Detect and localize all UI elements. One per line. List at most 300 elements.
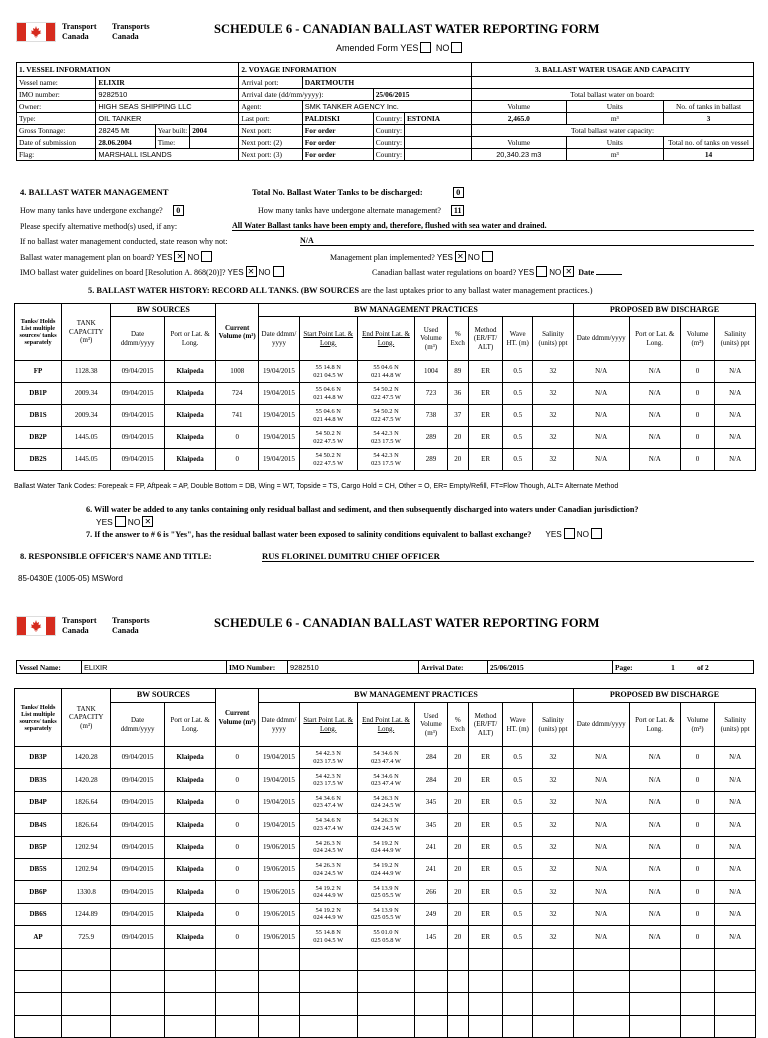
cell-cur[interactable]: 0 (216, 926, 259, 948)
cell-method[interactable]: ER (468, 791, 502, 813)
cell-mdate[interactable]: 19/06/2015 (259, 836, 300, 858)
cell-mdate[interactable]: 19/06/2015 (259, 903, 300, 925)
cell-exch[interactable]: 89 (447, 361, 468, 383)
cell-cur[interactable]: 0 (216, 903, 259, 925)
cell-method[interactable]: ER (468, 747, 502, 769)
cell-method[interactable]: ER (468, 449, 502, 471)
cell-psal[interactable]: N/A (715, 405, 756, 427)
cell-date[interactable]: 09/04/2015 (111, 903, 165, 925)
cell-cap[interactable]: 1202.94 (62, 836, 111, 858)
empty-cell[interactable] (447, 993, 468, 1015)
empty-cell[interactable] (415, 993, 447, 1015)
cell-psal[interactable]: N/A (715, 791, 756, 813)
cell-method[interactable]: ER (468, 427, 502, 449)
cell-pvol[interactable]: 0 (680, 926, 714, 948)
canadian-regs-yes-checkbox[interactable] (536, 266, 547, 277)
cell-date[interactable]: 09/04/2015 (111, 427, 165, 449)
cell-cap[interactable]: 1826.64 (62, 791, 111, 813)
empty-cell[interactable] (533, 948, 574, 970)
next-country-value[interactable] (405, 125, 472, 137)
cell-wave[interactable]: 0.5 (503, 858, 533, 880)
cell-mdate[interactable]: 19/06/2015 (259, 926, 300, 948)
cell-exch[interactable]: 20 (447, 747, 468, 769)
empty-cell[interactable] (62, 1015, 111, 1037)
cell-exch[interactable]: 20 (447, 449, 468, 471)
cell-wave[interactable]: 0.5 (503, 791, 533, 813)
cell-pdate[interactable]: N/A (573, 926, 629, 948)
cell-tank[interactable]: DB1S (15, 405, 62, 427)
cell-cur[interactable]: 0 (216, 747, 259, 769)
cell-end-point[interactable] (357, 881, 415, 903)
empty-cell[interactable] (415, 948, 447, 970)
cell-pdate[interactable]: N/A (573, 427, 629, 449)
cell-pvol[interactable]: 0 (680, 791, 714, 813)
cell-pdate[interactable]: N/A (573, 449, 629, 471)
cell-cur[interactable]: 724 (216, 383, 259, 405)
empty-cell[interactable] (715, 993, 756, 1015)
cell-method[interactable]: ER (468, 881, 502, 903)
cell-pdate[interactable]: N/A (573, 383, 629, 405)
empty-cell[interactable] (164, 970, 215, 992)
cell-cur[interactable]: 1008 (216, 361, 259, 383)
cell-cap[interactable]: 1330.8 (62, 881, 111, 903)
cell-sal[interactable]: 32 (533, 449, 574, 471)
cell-used[interactable]: 289 (415, 449, 447, 471)
cell-exch[interactable]: 20 (447, 427, 468, 449)
cell-tank[interactable]: DB2S (15, 449, 62, 471)
cell-psal[interactable]: N/A (715, 881, 756, 903)
cell-exch[interactable]: 37 (447, 405, 468, 427)
cell-start-point[interactable] (299, 361, 357, 383)
cell-end-point[interactable] (357, 747, 415, 769)
empty-cell[interactable] (111, 993, 165, 1015)
next-port-2-value[interactable]: For order (302, 137, 373, 149)
cell-port[interactable]: Klaipeda (164, 881, 215, 903)
cell-mdate[interactable]: 19/04/2015 (259, 814, 300, 836)
cell-pdate[interactable]: N/A (573, 814, 629, 836)
empty-cell[interactable] (111, 948, 165, 970)
cell-pport[interactable]: N/A (629, 903, 680, 925)
cell-sal[interactable]: 32 (533, 791, 574, 813)
cell-pvol[interactable]: 0 (680, 836, 714, 858)
cell-sal[interactable]: 32 (533, 858, 574, 880)
cell-exch[interactable]: 20 (447, 903, 468, 925)
cell-end-point[interactable] (357, 926, 415, 948)
cell-method[interactable]: ER (468, 361, 502, 383)
cell-end-point[interactable] (357, 427, 415, 449)
cell-date[interactable]: 09/04/2015 (111, 926, 165, 948)
empty-cell[interactable] (164, 993, 215, 1015)
cell-sal[interactable]: 32 (533, 814, 574, 836)
cell-exch[interactable]: 20 (447, 926, 468, 948)
cell-used[interactable]: 266 (415, 881, 447, 903)
cell-psal[interactable]: N/A (715, 361, 756, 383)
last-port-value[interactable]: PALDISKI (302, 113, 373, 125)
empty-cell[interactable] (259, 948, 300, 970)
cell-wave[interactable]: 0.5 (503, 903, 533, 925)
cell-sal[interactable]: 32 (533, 383, 574, 405)
cell-date[interactable]: 09/04/2015 (111, 769, 165, 791)
cell-psal[interactable]: N/A (715, 747, 756, 769)
cell-used[interactable]: 284 (415, 747, 447, 769)
empty-cell[interactable] (15, 970, 62, 992)
cell-pport[interactable]: N/A (629, 858, 680, 880)
empty-cell[interactable] (62, 993, 111, 1015)
cell-pvol[interactable]: 0 (680, 383, 714, 405)
cell-psal[interactable]: N/A (715, 383, 756, 405)
cell-cur[interactable]: 0 (216, 858, 259, 880)
cell-wave[interactable]: 0.5 (503, 836, 533, 858)
onboard-units-value[interactable]: m³ (566, 113, 663, 125)
canadian-regs-no-checkbox[interactable] (563, 266, 574, 277)
cell-cap[interactable]: 1826.64 (62, 814, 111, 836)
cell-used[interactable]: 249 (415, 903, 447, 925)
cell-cap[interactable]: 725.9 (62, 926, 111, 948)
cell-exch[interactable]: 20 (447, 769, 468, 791)
cell-method[interactable]: ER (468, 836, 502, 858)
cell-tank[interactable]: DB6P (15, 881, 62, 903)
cell-pport[interactable]: N/A (629, 383, 680, 405)
empty-cell[interactable] (357, 970, 415, 992)
cell-date[interactable]: 09/04/2015 (111, 791, 165, 813)
cell-end-point[interactable] (357, 903, 415, 925)
cell-method[interactable]: ER (468, 769, 502, 791)
imo-guidelines-yes-checkbox[interactable] (246, 266, 257, 277)
empty-cell[interactable] (629, 948, 680, 970)
empty-cell[interactable] (573, 948, 629, 970)
cell-cur[interactable]: 0 (216, 449, 259, 471)
cell-tank[interactable]: DB2P (15, 427, 62, 449)
empty-cell[interactable] (680, 1015, 714, 1037)
q7-yes-checkbox[interactable] (564, 528, 575, 539)
empty-cell[interactable] (216, 1015, 259, 1037)
cell-cap[interactable]: 2009.34 (62, 383, 111, 405)
cell-used[interactable]: 241 (415, 858, 447, 880)
cell-mdate[interactable]: 19/04/2015 (259, 427, 300, 449)
empty-cell[interactable] (357, 948, 415, 970)
exchange-value[interactable]: 0 (173, 205, 184, 216)
empty-cell[interactable] (573, 1015, 629, 1037)
cell-pdate[interactable]: N/A (573, 405, 629, 427)
cell-sal[interactable]: 32 (533, 881, 574, 903)
empty-cell[interactable] (111, 1015, 165, 1037)
cell-port[interactable]: Klaipeda (164, 791, 215, 813)
vessel-name-value[interactable]: ELIXIR (96, 77, 239, 89)
cell-pdate[interactable]: N/A (573, 903, 629, 925)
cell-end-point[interactable] (357, 769, 415, 791)
cell-sal[interactable]: 32 (533, 427, 574, 449)
capacity-units-value[interactable]: m³ (566, 149, 663, 161)
cell-method[interactable]: ER (468, 903, 502, 925)
cell-end-point[interactable] (357, 361, 415, 383)
cell-sal[interactable]: 32 (533, 769, 574, 791)
cell-date[interactable]: 09/04/2015 (111, 814, 165, 836)
empty-cell[interactable] (629, 1015, 680, 1037)
cell-cap[interactable]: 1445.05 (62, 427, 111, 449)
cell-pport[interactable]: N/A (629, 769, 680, 791)
cell-psal[interactable]: N/A (715, 926, 756, 948)
next-port-value[interactable]: For order (302, 125, 373, 137)
empty-cell[interactable] (468, 970, 502, 992)
empty-cell[interactable] (680, 970, 714, 992)
empty-cell[interactable] (216, 970, 259, 992)
empty-cell[interactable] (503, 948, 533, 970)
empty-cell[interactable] (259, 1015, 300, 1037)
cell-start-point[interactable] (299, 449, 357, 471)
cell-used[interactable]: 738 (415, 405, 447, 427)
empty-cell[interactable] (715, 970, 756, 992)
cell-tank[interactable]: DB6S (15, 903, 62, 925)
plan-implemented-no-checkbox[interactable] (482, 251, 493, 262)
cell-sal[interactable]: 32 (533, 836, 574, 858)
cell-exch[interactable]: 20 (447, 858, 468, 880)
cell-pvol[interactable]: 0 (680, 881, 714, 903)
cell-start-point[interactable] (299, 903, 357, 925)
cell-pdate[interactable]: N/A (573, 791, 629, 813)
cell-tank[interactable]: FP (15, 361, 62, 383)
type-value[interactable]: OIL TANKER (96, 113, 239, 125)
imo-guidelines-no-checkbox[interactable] (273, 266, 284, 277)
empty-cell[interactable] (680, 948, 714, 970)
empty-cell[interactable] (62, 948, 111, 970)
empty-cell[interactable] (357, 993, 415, 1015)
cell-port[interactable]: Klaipeda (164, 836, 215, 858)
cell-mdate[interactable]: 19/04/2015 (259, 791, 300, 813)
empty-cell[interactable] (299, 1015, 357, 1037)
empty-cell[interactable] (533, 993, 574, 1015)
cell-cur[interactable]: 0 (216, 427, 259, 449)
cell-pport[interactable]: N/A (629, 814, 680, 836)
q6-no-checkbox[interactable] (142, 516, 153, 527)
cell-used[interactable]: 1004 (415, 361, 447, 383)
cell-cur[interactable]: 0 (216, 791, 259, 813)
cell-wave[interactable]: 0.5 (503, 747, 533, 769)
empty-cell[interactable] (415, 970, 447, 992)
q6-yes-checkbox[interactable] (115, 516, 126, 527)
cell-tank[interactable]: AP (15, 926, 62, 948)
empty-cell[interactable] (468, 1015, 502, 1037)
arrival-date-value[interactable]: 25/06/2015 (373, 89, 471, 101)
empty-cell[interactable] (533, 970, 574, 992)
cell-used[interactable]: 345 (415, 791, 447, 813)
cell-used[interactable]: 241 (415, 836, 447, 858)
next-country-3-value[interactable] (405, 149, 472, 161)
cell-start-point[interactable] (299, 836, 357, 858)
cell-used[interactable]: 145 (415, 926, 447, 948)
cell-end-point[interactable] (357, 449, 415, 471)
cell-psal[interactable]: N/A (715, 836, 756, 858)
empty-cell[interactable] (447, 970, 468, 992)
cell-exch[interactable]: 20 (447, 814, 468, 836)
cell-pdate[interactable]: N/A (573, 361, 629, 383)
cell-start-point[interactable] (299, 926, 357, 948)
cell-pdate[interactable]: N/A (573, 769, 629, 791)
imo-value[interactable]: 9282510 (96, 89, 239, 101)
cell-port[interactable]: Klaipeda (164, 747, 215, 769)
empty-cell[interactable] (111, 970, 165, 992)
empty-cell[interactable] (15, 1015, 62, 1037)
cell-wave[interactable]: 0.5 (503, 405, 533, 427)
cell-psal[interactable]: N/A (715, 814, 756, 836)
cell-port[interactable]: Klaipeda (164, 903, 215, 925)
cell-mdate[interactable]: 19/04/2015 (259, 449, 300, 471)
cell-pport[interactable]: N/A (629, 791, 680, 813)
cell-port[interactable]: Klaipeda (164, 405, 215, 427)
no-mgmt-reason-value[interactable]: N/A (300, 236, 754, 246)
tanks-discharged-value[interactable]: 0 (453, 187, 464, 198)
onboard-volume-value[interactable]: 2,465.0 (472, 113, 567, 125)
cell-exch[interactable]: 20 (447, 881, 468, 903)
cell-end-point[interactable] (357, 836, 415, 858)
cell-sal[interactable]: 32 (533, 405, 574, 427)
empty-cell[interactable] (573, 970, 629, 992)
cell-tank[interactable]: DB3P (15, 747, 62, 769)
cell-cap[interactable]: 1420.28 (62, 747, 111, 769)
cell-pdate[interactable]: N/A (573, 881, 629, 903)
officer-value[interactable]: RUS FLORINEL DUMITRU CHIEF OFFICER (262, 551, 754, 562)
cell-port[interactable]: Klaipeda (164, 449, 215, 471)
empty-cell[interactable] (533, 1015, 574, 1037)
cell-exch[interactable]: 36 (447, 383, 468, 405)
cell-pport[interactable]: N/A (629, 836, 680, 858)
cell-date[interactable]: 09/04/2015 (111, 836, 165, 858)
cell-date[interactable]: 09/04/2015 (111, 747, 165, 769)
p2-imo-value[interactable]: 9282510 (288, 661, 419, 674)
cell-tank[interactable]: DB5P (15, 836, 62, 858)
cell-psal[interactable]: N/A (715, 427, 756, 449)
cell-end-point[interactable] (357, 814, 415, 836)
empty-cell[interactable] (15, 993, 62, 1015)
cell-end-point[interactable] (357, 405, 415, 427)
flag-value[interactable]: MARSHALL ISLANDS (96, 149, 239, 161)
cell-cap[interactable]: 1202.94 (62, 858, 111, 880)
cell-sal[interactable]: 32 (533, 361, 574, 383)
cell-cur[interactable]: 0 (216, 814, 259, 836)
cell-date[interactable]: 09/04/2015 (111, 881, 165, 903)
alternate-value[interactable]: 11 (451, 205, 465, 216)
cell-wave[interactable]: 0.5 (503, 881, 533, 903)
cell-start-point[interactable] (299, 814, 357, 836)
cell-method[interactable]: ER (468, 926, 502, 948)
cell-start-point[interactable] (299, 858, 357, 880)
cell-sal[interactable]: 32 (533, 747, 574, 769)
empty-cell[interactable] (216, 948, 259, 970)
cell-cap[interactable]: 1445.05 (62, 449, 111, 471)
empty-cell[interactable] (299, 970, 357, 992)
next-port-3-value[interactable]: For order (302, 149, 373, 161)
cell-port[interactable]: Klaipeda (164, 383, 215, 405)
empty-cell[interactable] (164, 1015, 215, 1037)
empty-cell[interactable] (62, 970, 111, 992)
amended-no-checkbox[interactable] (451, 42, 462, 53)
cell-mdate[interactable]: 19/04/2015 (259, 405, 300, 427)
time-value[interactable] (190, 137, 239, 149)
cell-mdate[interactable]: 19/04/2015 (259, 769, 300, 791)
cell-date[interactable]: 09/04/2015 (111, 405, 165, 427)
cell-pvol[interactable]: 0 (680, 769, 714, 791)
empty-cell[interactable] (715, 948, 756, 970)
empty-cell[interactable] (15, 948, 62, 970)
empty-cell[interactable] (415, 1015, 447, 1037)
cell-sal[interactable]: 32 (533, 926, 574, 948)
p2-vessel-value[interactable]: ELIXIR (82, 661, 227, 674)
empty-cell[interactable] (680, 993, 714, 1015)
canadian-regs-date-field[interactable] (596, 274, 622, 275)
next-country-2-value[interactable] (405, 137, 472, 149)
owner-value[interactable]: HIGH SEAS SHIPPING LLC (96, 101, 239, 113)
agent-value[interactable]: SMK TANKER AGENCY Inc. (302, 101, 471, 113)
cell-sal[interactable]: 32 (533, 903, 574, 925)
cell-pvol[interactable]: 0 (680, 747, 714, 769)
cell-used[interactable]: 289 (415, 427, 447, 449)
cell-start-point[interactable] (299, 747, 357, 769)
cell-end-point[interactable] (357, 791, 415, 813)
cell-pdate[interactable]: N/A (573, 836, 629, 858)
cell-mdate[interactable]: 19/04/2015 (259, 383, 300, 405)
p2-arrival-value[interactable]: 25/06/2015 (488, 661, 613, 674)
arrival-port-value[interactable]: DARTMOUTH (302, 77, 471, 89)
cell-cap[interactable]: 1420.28 (62, 769, 111, 791)
cell-pdate[interactable]: N/A (573, 747, 629, 769)
cell-port[interactable]: Klaipeda (164, 858, 215, 880)
cell-tank[interactable]: DB3S (15, 769, 62, 791)
cell-start-point[interactable] (299, 769, 357, 791)
empty-cell[interactable] (503, 1015, 533, 1037)
empty-cell[interactable] (259, 970, 300, 992)
capacity-tanks-value[interactable]: 14 (664, 149, 754, 161)
empty-cell[interactable] (259, 993, 300, 1015)
cell-mdate[interactable]: 19/04/2015 (259, 747, 300, 769)
gross-tonnage-value[interactable]: 28245 Mt (96, 125, 155, 137)
cell-method[interactable]: ER (468, 814, 502, 836)
plan-implemented-yes-checkbox[interactable] (455, 251, 466, 262)
cell-mdate[interactable]: 19/06/2015 (259, 881, 300, 903)
p2-page-value[interactable]: 1 (651, 661, 695, 674)
cell-psal[interactable]: N/A (715, 903, 756, 925)
cell-pvol[interactable]: 0 (680, 405, 714, 427)
cell-tank[interactable]: DB1P (15, 383, 62, 405)
empty-cell[interactable] (503, 970, 533, 992)
submission-date-value[interactable]: 28.06.2004 (96, 137, 155, 149)
cell-wave[interactable]: 0.5 (503, 427, 533, 449)
cell-used[interactable]: 723 (415, 383, 447, 405)
cell-port[interactable]: Klaipeda (164, 926, 215, 948)
q7-no-checkbox[interactable] (591, 528, 602, 539)
empty-cell[interactable] (715, 1015, 756, 1037)
cell-exch[interactable]: 20 (447, 791, 468, 813)
cell-port[interactable]: Klaipeda (164, 769, 215, 791)
cell-start-point[interactable] (299, 791, 357, 813)
empty-cell[interactable] (447, 948, 468, 970)
cell-mdate[interactable]: 19/06/2015 (259, 858, 300, 880)
cell-port[interactable]: Klaipeda (164, 427, 215, 449)
cell-wave[interactable]: 0.5 (503, 769, 533, 791)
cell-wave[interactable]: 0.5 (503, 814, 533, 836)
cell-tank[interactable]: DB4S (15, 814, 62, 836)
plan-onboard-no-checkbox[interactable] (201, 251, 212, 262)
cell-pvol[interactable]: 0 (680, 903, 714, 925)
cell-start-point[interactable] (299, 881, 357, 903)
cell-end-point[interactable] (357, 858, 415, 880)
empty-cell[interactable] (468, 948, 502, 970)
cell-psal[interactable]: N/A (715, 449, 756, 471)
last-country-value[interactable]: ESTONIA (405, 113, 472, 125)
cell-date[interactable]: 09/04/2015 (111, 449, 165, 471)
empty-cell[interactable] (573, 993, 629, 1015)
cell-pdate[interactable]: N/A (573, 858, 629, 880)
empty-cell[interactable] (468, 993, 502, 1015)
amended-yes-checkbox[interactable] (420, 42, 431, 53)
